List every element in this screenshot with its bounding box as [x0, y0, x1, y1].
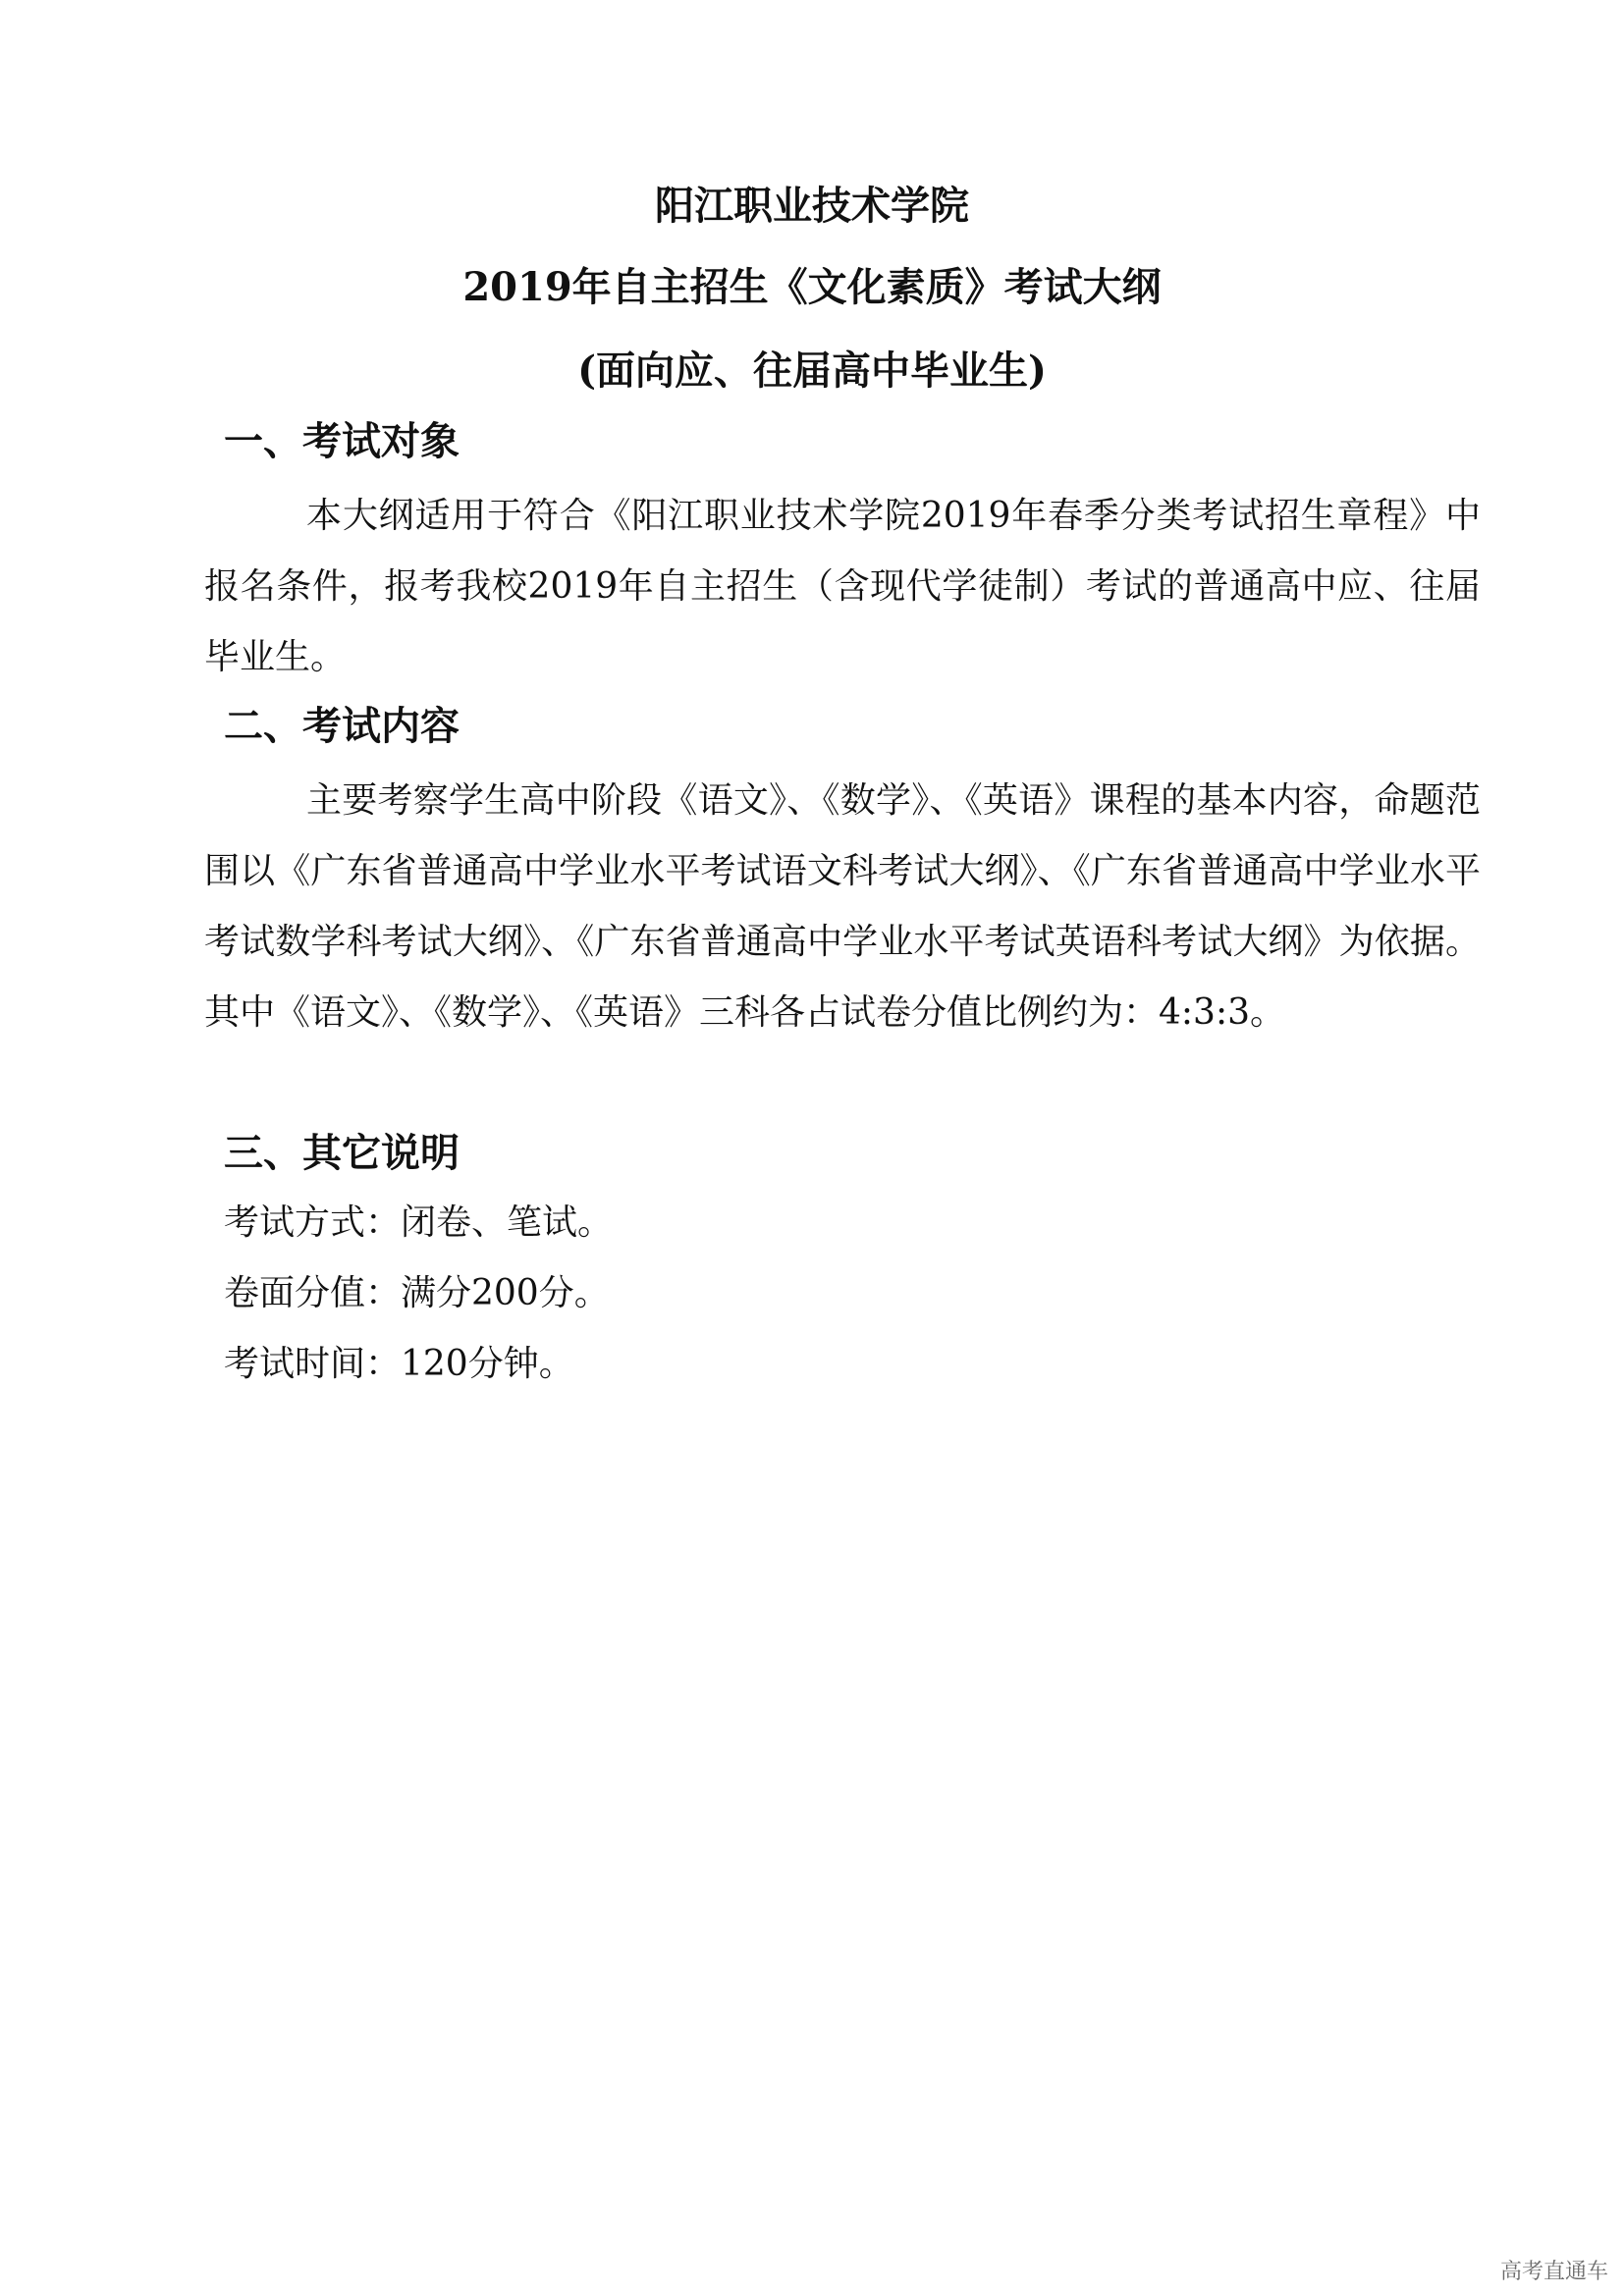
- note-full-score: 卷面分值：满分200分。: [224, 1273, 610, 1313]
- section-heading-other-notes: 三、其它说明: [224, 1130, 460, 1176]
- note-exam-format: 考试方式：闭卷、笔试。: [224, 1202, 614, 1243]
- section-body-exam-target: 本大纲适用于符合《阳江职业技术学院2019年春季分类考试招生章程》中报名条件，报考我校2019年自主招生（含现代学徒制）考试的普通高中应、往届毕业生。: [204, 496, 1481, 677]
- school-name-title: 阳江职业技术学院: [655, 183, 969, 229]
- section-heading-exam-content: 二、考试内容: [224, 703, 460, 749]
- section-body-exam-content: 主要考察学生高中阶段《语文》、《数学》、《英语》课程的基本内容，命题范围以《广东省普通高中学业水平考试语文科考试大纲》、《广东省普通高中学业水平考试数学科考试大纲》、《广东省普通高中学业水平考试英语科考试大纲》为依据。其中《语文》、《数学》、《英语》三科各占试卷分值比例约为：4:3:3。: [204, 780, 1481, 1033]
- section-heading-exam-target: 一、考试对象: [224, 418, 460, 464]
- watermark-text: 高考直通车: [1499, 2260, 1608, 2284]
- note-exam-duration: 考试时间：120分钟。: [224, 1344, 574, 1384]
- syllabus-title: 2019年自主招生《文化素质》考试大纲: [462, 264, 1162, 310]
- audience-subtitle: (面向应、往届高中毕业生): [577, 347, 1047, 394]
